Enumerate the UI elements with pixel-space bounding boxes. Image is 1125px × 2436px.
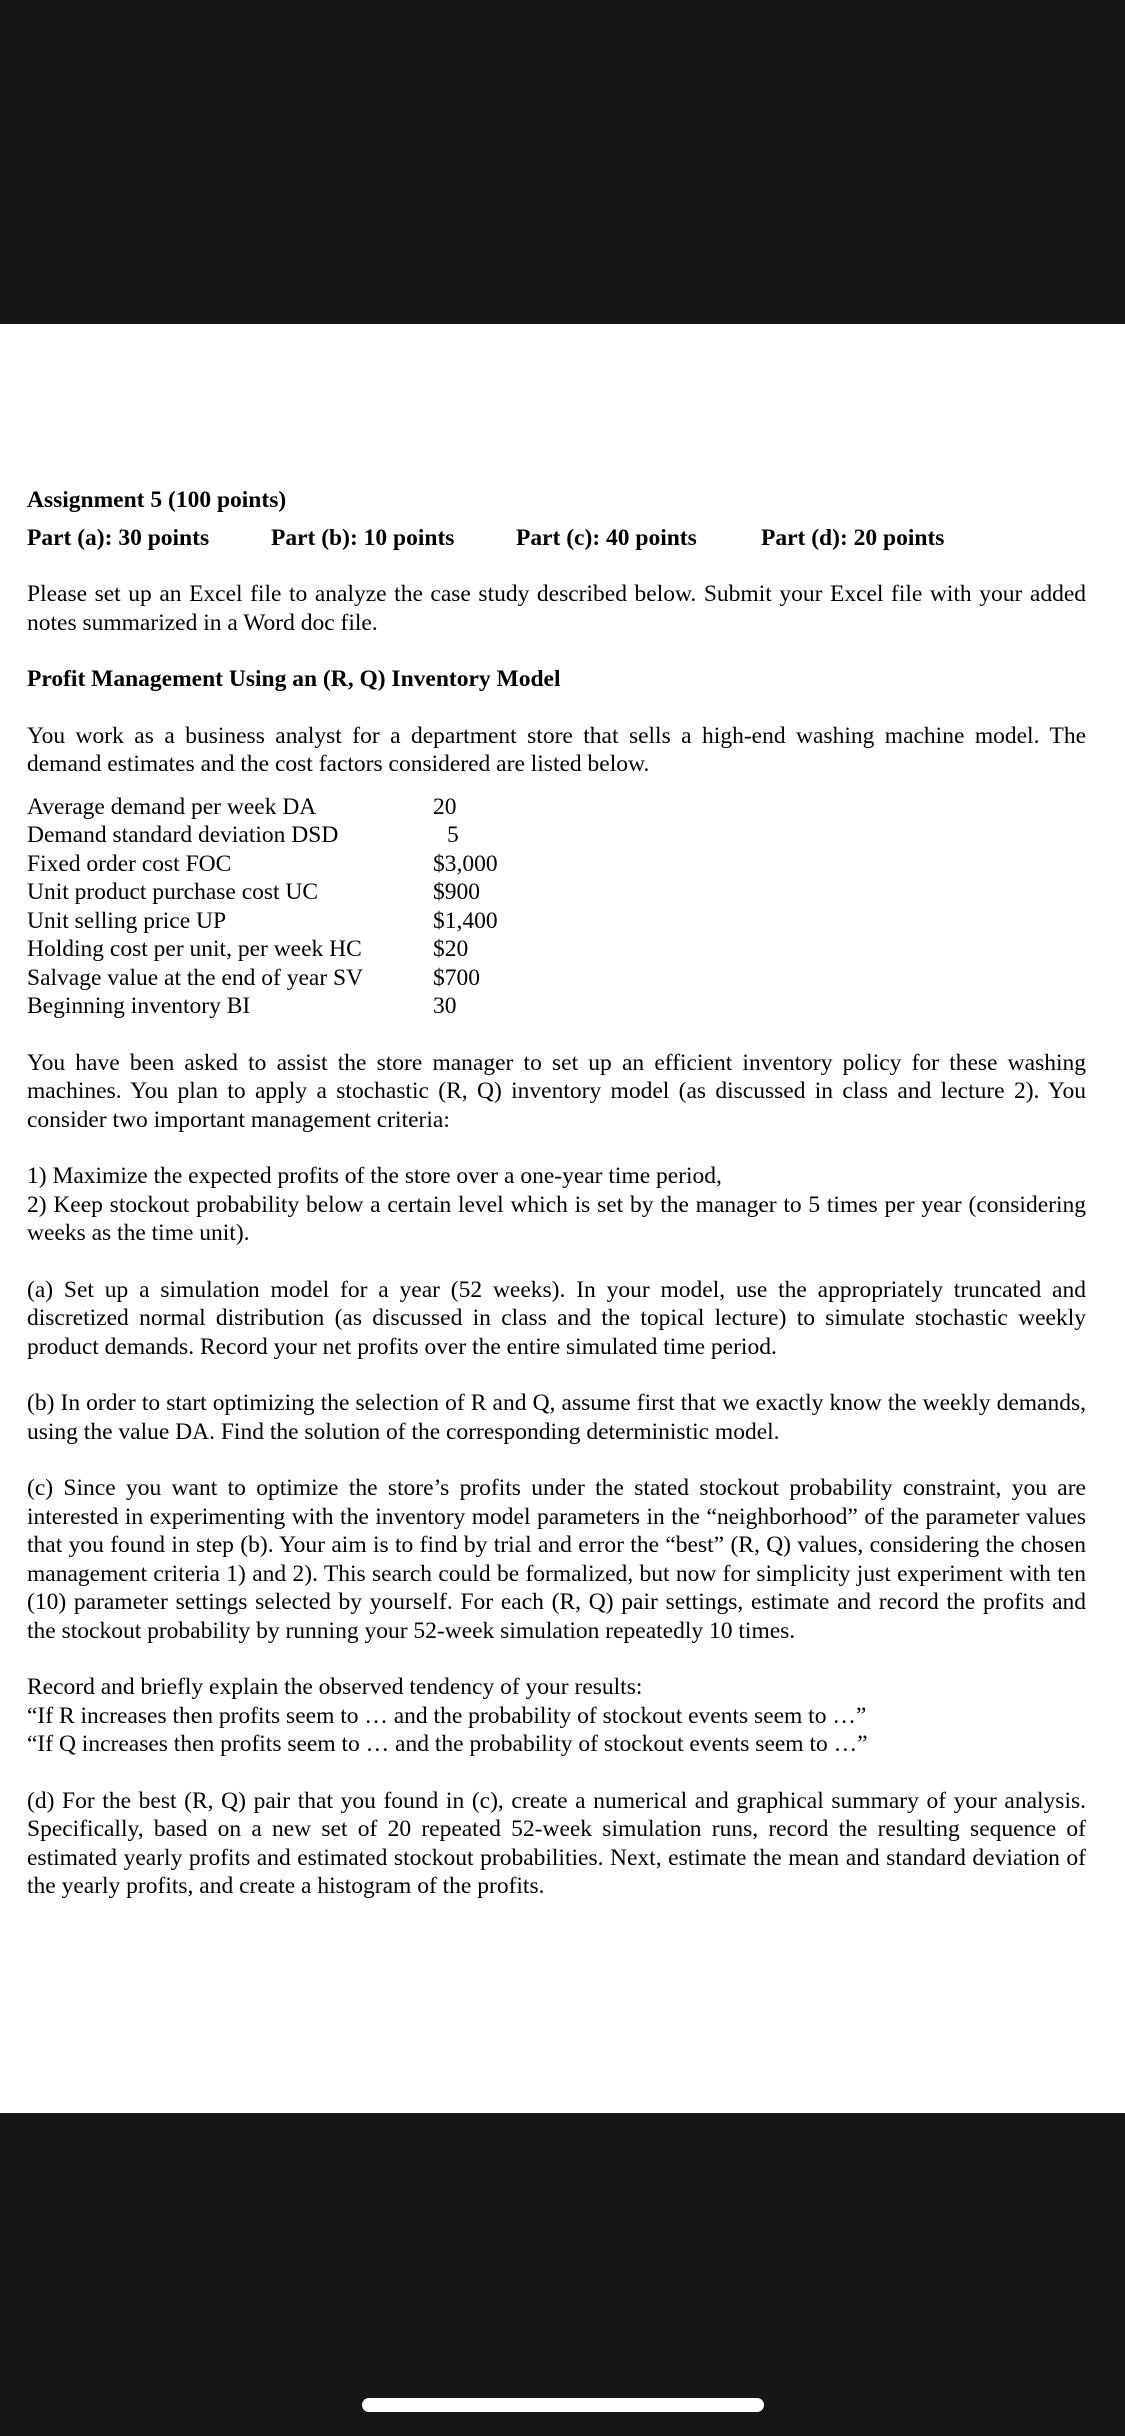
parameter-row — [27, 821, 567, 850]
part-c-paragraph: (c) Since you want to optimize the store’s profits under the stated stockout probability constraint, you are interested in experimenting with the inventory model parameters in the “neighborhood” of the parameter values that you found in step (b). Your aim is to find by trial and error the “best” (R, Q) values, considering the chosen management criteria 1) and 2). This search could be formalized, but now for simplicity just experiment with ten (10) parameter settings selected by yourself. For each (R, Q) pair settings, estimate and record the profits and the stockout probability by running your 52-week simulation repeatedly 10 times. — [27, 1475, 1086, 1644]
document-content — [27, 486, 1086, 1901]
home-indicator[interactable] — [362, 2398, 764, 2412]
parameter-row — [27, 935, 567, 964]
q-tendency-quote: “If Q increases then profits seem to … and the probability of stockout events seem to …” — [27, 1731, 868, 1757]
points-breakdown — [27, 524, 1086, 553]
part-b-paragraph: (b) In order to start optimizing the selection of R and Q, assume first that we exactly know the weekly demands, using the value DA. Find the solution of the corresponding deterministic model. — [27, 1390, 1086, 1445]
part-b-points: Part (b): 10 points — [271, 524, 455, 551]
bottom-black-bar — [0, 2113, 1125, 2436]
parameter-row — [27, 964, 567, 993]
parameter-row — [27, 850, 567, 879]
parameter-value: $20 — [433, 936, 469, 962]
parameter-label: Unit product purchase cost UC — [27, 879, 319, 905]
top-black-bar — [0, 0, 1125, 324]
parameters-table — [27, 793, 567, 1021]
criterion-1: 1) Maximize the expected profits of the store over a one-year time period, — [27, 1163, 722, 1189]
parameter-value: $3,000 — [433, 850, 498, 877]
record-instruction: Record and briefly explain the observed tendency of your results: — [27, 1674, 643, 1700]
part-a-paragraph: (a) Set up a simulation model for a year (52 weeks). In your model, use the appropriately truncated and discretized normal distribution (as discussed in class and the topical lecture) to simulate stochastic weekly product demands. Record your net profits over the entire simulated time period. — [27, 1276, 1086, 1360]
assignment-title: Assignment 5 (100 points) — [27, 487, 287, 513]
r-tendency-quote: “If R increases then profits seem to … and the probability of stockout events seem to …” — [27, 1702, 867, 1729]
part-a-points: Part (a): 30 points — [27, 524, 210, 551]
parameter-value: $900 — [433, 879, 480, 905]
case-title: Profit Management Using an (R, Q) Inventory Model — [27, 666, 561, 692]
parameter-label: Holding cost per unit, per week HC — [27, 936, 362, 962]
parameter-row — [27, 793, 567, 822]
parameter-value: 30 — [433, 993, 457, 1019]
document-page — [0, 324, 1125, 2113]
parameter-label: Unit selling price UP — [27, 907, 227, 934]
parameter-label: Fixed order cost FOC — [27, 850, 232, 877]
task-description-paragraph: You have been asked to assist the store manager to set up an efficient inventory policy for these washing machines. You plan to apply a stochastic (R, Q) inventory model (as discussed in class and lecture 2). You consider two important management criteria: — [27, 1049, 1086, 1133]
parameter-row — [27, 992, 567, 1021]
parameter-label: Demand standard deviation DSD — [27, 822, 339, 848]
parameter-value: $700 — [433, 964, 480, 991]
part-d-points: Part (d): 20 points — [761, 524, 945, 551]
instructions-paragraph: Please set up an Excel file to analyze the case study described below. Submit your Excel file with your added notes summarized in a Word doc file. — [27, 581, 1086, 636]
parameter-value: 20 — [433, 793, 457, 820]
parameter-label: Average demand per week DA — [27, 793, 317, 820]
parameter-label: Beginning inventory BI — [27, 993, 251, 1019]
part-c-points: Part (c): 40 points — [516, 524, 697, 551]
parameter-row — [27, 878, 567, 907]
intro-paragraph: You work as a business analyst for a department store that sells a high-end washing machine model. The demand estimates and the cost factors considered are listed below. — [27, 722, 1086, 777]
part-d-paragraph: (d) For the best (R, Q) pair that you found in (c), create a numerical and graphical summary of your analysis. Specifically, based on a new set of 20 repeated 52-week simulation runs, record the resulting sequence of estimated yearly profits and estimated stockout probabilities. Next, estimate the mean and standard deviation of the yearly profits, and create a histogram of the profits. — [27, 1787, 1086, 1899]
parameter-row — [27, 907, 567, 936]
criterion-2: 2) Keep stockout probability below a certain level which is set by the manager to 5 times per year (considering weeks as the time unit). — [27, 1191, 1086, 1246]
parameter-label: Salvage value at the end of year SV — [27, 964, 364, 991]
parameter-value: 5 — [447, 822, 459, 848]
parameter-value: $1,400 — [433, 907, 498, 934]
